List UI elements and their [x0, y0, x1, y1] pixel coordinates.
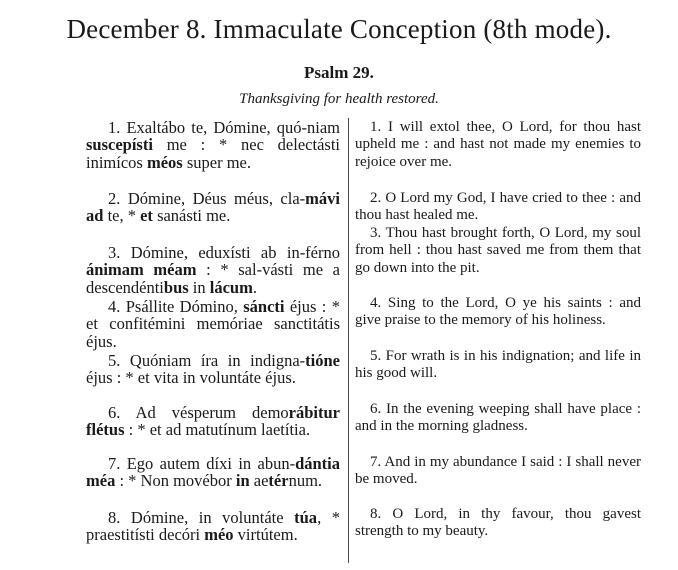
latin-text-run: éjus : * et vita in voluntáte éjus.: [86, 368, 296, 388]
latin-text-run: super me.: [182, 152, 251, 172]
english-verse: 5. For wrath is in his indignation; and life in his good will.: [355, 348, 641, 382]
latin-verse: [86, 119, 340, 171]
latin-accent-run: méam: [153, 260, 197, 280]
english-verse: 3. Thou hast brought forth, O Lord, my soul from hell : thou hast saved me from them that go down into the pit.: [355, 225, 641, 276]
latin-text-run: .: [252, 277, 257, 297]
latin-accent-run: bus: [163, 277, 189, 297]
latin-text-run: sanásti me.: [152, 206, 231, 226]
english-verse: 6. In the evening weeping shall have place : and in the morning gladness.: [355, 401, 641, 435]
latin-text-run: te, *: [103, 206, 141, 226]
latin-verse: [86, 244, 340, 296]
latin-accent-run: tióne: [305, 351, 340, 370]
latin-text-run: 7. Ego autem díxi in abun-: [108, 454, 296, 473]
latin-text-run: 6. Ad vésperum demo: [108, 403, 289, 422]
latin-text-run: : * Non movébor: [115, 471, 236, 491]
latin-text-run: 2. Dómine, Déus méus, cla-: [108, 189, 306, 208]
latin-accent-run: túa: [294, 508, 318, 527]
latin-verse: [86, 190, 340, 225]
latin-text-run: 5. Quóniam íra in indigna-: [108, 351, 306, 370]
latin-accent-run: méo: [204, 525, 234, 545]
latin-text-run: , * praestitísti decóri: [86, 508, 340, 545]
latin-text-run: in: [188, 277, 210, 297]
latin-text-run: ae: [249, 471, 269, 491]
latin-text-run: 8. Dómine, in voluntáte: [108, 508, 295, 527]
latin-accent-run: sáncti: [243, 297, 285, 316]
latin-accent-run: méos: [146, 152, 183, 172]
latin-text-run: num.: [288, 471, 323, 491]
column-divider: [348, 118, 349, 563]
english-verse: 7. And in my abundance I said : I shall never be moved.: [355, 454, 641, 488]
latin-accent-run: flétus: [86, 420, 125, 440]
english-verse: 8. O Lord, in thy favour, thou gavest strength to my beauty.: [355, 506, 641, 540]
psalm-subtitle: Thanksgiving for health restored.: [239, 91, 439, 107]
latin-accent-run: dántia méa: [86, 454, 340, 491]
english-verse: 4. Sing to the Lord, O ye his saints : and give praise to the memory of his holiness.: [355, 295, 641, 329]
latin-text-run: éjus : * et confitémini memóriae sanctitátis éjus.: [86, 297, 340, 351]
latin-accent-run: in: [235, 471, 250, 491]
latin-verse: [86, 509, 340, 544]
latin-text-run: 4. Psállite Dómino,: [108, 297, 244, 316]
latin-verse: [86, 352, 340, 387]
latin-accent-run: suscepísti: [86, 135, 153, 155]
latin-text-run: : * sal-vásti me a descendénti: [86, 260, 341, 297]
latin-accent-run: tér: [268, 471, 289, 491]
latin-text-run: [144, 260, 154, 279]
latin-verse: [86, 298, 340, 350]
latin-text-run: 3. Dómine, eduxísti ab in-férno: [108, 243, 340, 262]
latin-accent-run: rábitur: [288, 403, 340, 422]
latin-text-run: virtútem.: [233, 525, 298, 545]
latin-text-run: me : * nec delectásti inimícos: [86, 135, 340, 172]
latin-accent-run: lácum: [209, 277, 253, 297]
latin-text-run: 1. Exaltábo te, Dómine, quó-niam: [108, 118, 340, 137]
latin-text-run: : * et ad matutínum laetítia.: [124, 420, 311, 440]
english-verse: 2. O Lord my God, I have cried to thee : and thou hast healed me.: [355, 190, 641, 224]
page-title: December 8. Immaculate Conception (8th mode).: [66, 14, 612, 44]
latin-accent-run: ánimam: [86, 260, 144, 280]
latin-accent-run: et: [140, 206, 153, 226]
latin-accent-run: mávi ad: [86, 189, 340, 226]
psalm-heading: Psalm 29.: [304, 63, 374, 82]
latin-verse: [86, 404, 340, 439]
latin-verse: [86, 455, 340, 490]
english-verse: 1. I will extol thee, O Lord, for thou hast upheld me : and hast not made my enemies to rejoice over me.: [355, 119, 641, 170]
